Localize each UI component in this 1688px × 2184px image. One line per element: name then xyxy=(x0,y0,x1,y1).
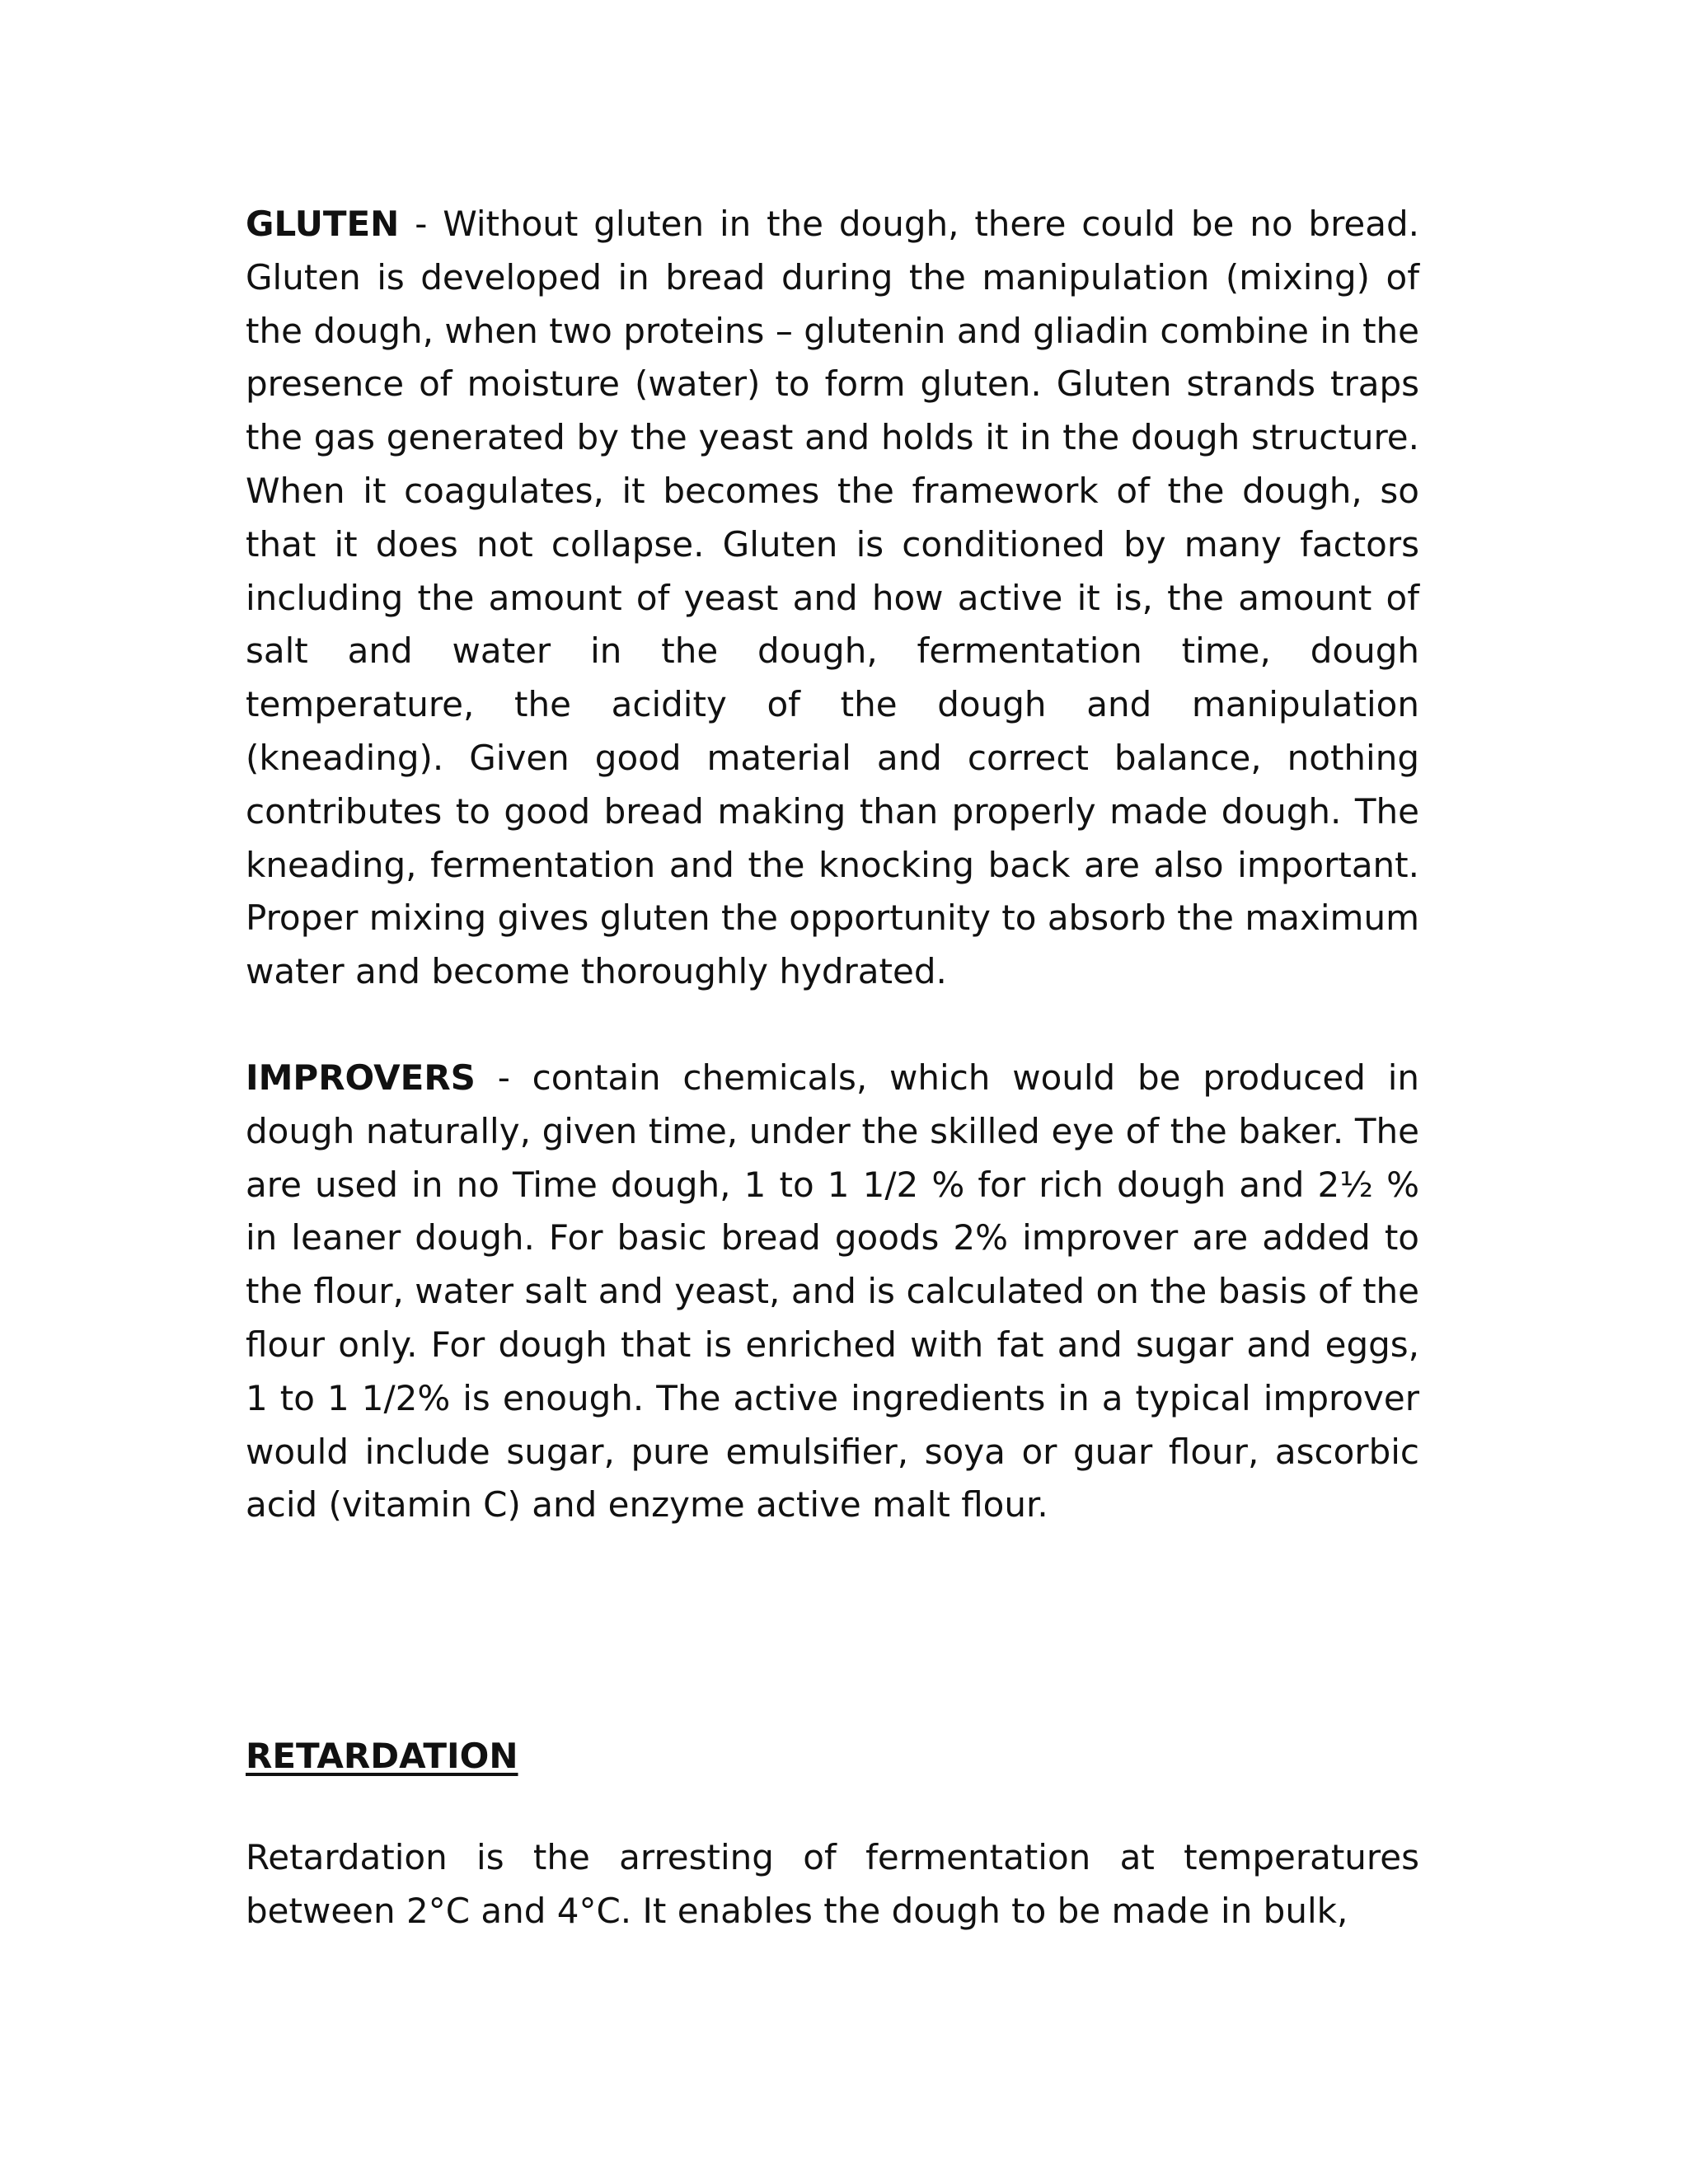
retardation-heading: RETARDATION xyxy=(246,1736,518,1777)
heading-spacer xyxy=(246,1783,1419,1831)
document-page xyxy=(246,198,1419,1938)
retardation-paragraph: Retardation is the arresting of fermentation at temperatures between 2°C and 4°C. It enables the dough to be made in bulk, xyxy=(246,1836,1419,1931)
improvers-text: - contain chemicals, which would be produced in dough naturally, given time, under the skilled eye of the baker. The are used in no Time dough, 1 to 1 1/2 % for rich dough and 2½ % in leaner dough. For basic bread goods 2% improver are added to the flour, water salt and yeast, and is calculated on the basis of the flour only. For dough that is enriched with fat and sugar and eggs, 1 to 1 1/2% is enough. The active ingredients in a typical improver would include sugar, pure emulsifier, soya or guar flour, ascorbic acid (vitamin C) and enzyme active malt flour. xyxy=(246,1057,1419,1526)
improvers-paragraph xyxy=(246,1052,1419,1532)
section-spacer xyxy=(246,1532,1419,1730)
paragraph-spacer xyxy=(246,999,1419,1052)
gluten-paragraph xyxy=(246,198,1419,999)
gluten-term: GLUTEN xyxy=(246,204,400,244)
gluten-text: - Without gluten in the dough, there could be no bread. Gluten is developed in bread during the manipulation (mixing) of the dough, when two proteins – glutenin and gliadin combine in the presence of moisture (water) to form gluten. Gluten strands traps the gas generated by the yeast and holds it in the dough structure. When it coagulates, it becomes the framework of the dough, so that it does not collapse. Gluten is conditioned by many factors including the amount of yeast and how active it is, the amount of salt and water in the dough, fermentation time, dough temperature, the acidity of the dough and manipulation (kneading). Given good material and correct balance, nothing contributes to good bread making than properly made dough. The kneading, fermentation and the knocking back are also important. Proper mixing gives gluten the opportunity to absorb the maximum water and become thoroughly hydrated. xyxy=(246,204,1419,992)
improvers-term: IMPROVERS xyxy=(246,1057,476,1098)
